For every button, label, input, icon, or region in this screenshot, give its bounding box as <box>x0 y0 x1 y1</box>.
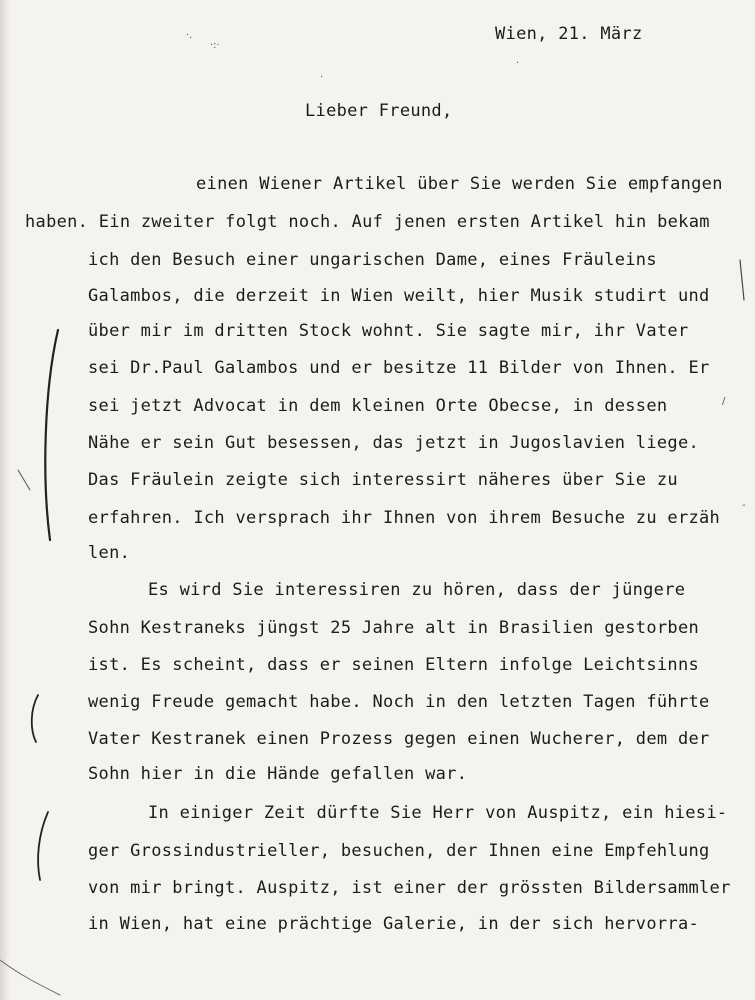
letter-date: Wien, 21. März <box>495 24 643 44</box>
text-line: ist. Es scheint, dass er seinen Eltern infolge Leichtsinns <box>88 655 700 675</box>
scan-speck: · <box>320 72 324 83</box>
text-line: Es wird Sie interessiren zu hören, dass der jüngere <box>148 580 686 600</box>
scan-speck: - <box>742 500 746 511</box>
text-line: Galambos, die derzeit in Wien weilt, hier Musik studirt und <box>88 286 710 306</box>
letter-salutation: Lieber Freund, <box>305 101 453 121</box>
text-line: In einiger Zeit dürfte Sie Herr von Auspitz, ein hiesi- <box>148 803 728 823</box>
text-line: erfahren. Ich versprach ihr Ihnen von ihrem Besuche zu erzäh <box>88 508 721 528</box>
text-line: von mir bringt. Auspitz, ist einer der grössten Bildersammler <box>88 878 731 898</box>
text-line: einen Wiener Artikel über Sie werden Sie empfangen <box>196 174 723 194</box>
text-line: Sohn hier in die Hände gefallen war. <box>88 764 468 784</box>
text-line: Sohn Kestraneks jüngst 25 Jahre alt in Brasilien gestorben <box>88 618 700 638</box>
text-line: Vater Kestranek einen Prozess gegen einen Wucherer, dem der <box>88 729 710 749</box>
text-line: haben. Ein zweiter folgt noch. Auf jenen ersten Artikel hin bekam <box>25 212 710 232</box>
text-line: Nähe er sein Gut besessen, das jetzt in Jugoslavien liege. <box>88 433 700 453</box>
scan-speck: · <box>516 58 520 69</box>
text-line: sei Dr.Paul Galambos und er besitze 11 Bilder von Ihnen. Er <box>88 358 710 378</box>
text-line: Das Fräulein zeigte sich interessirt näheres über Sie zu <box>88 470 678 490</box>
text-line: ich den Besuch einer ungarischen Dame, eines Fräuleins <box>88 250 657 270</box>
scan-speck: ·:· <box>210 40 220 51</box>
text-line: ger Grossindustrieller, besuchen, der Ihnen eine Empfehlung <box>88 841 710 861</box>
text-line: wenig Freude gemacht habe. Noch in den letzten Tagen führte <box>88 692 710 712</box>
text-line: len. <box>88 543 131 563</box>
scan-speck: ·. <box>186 30 193 41</box>
text-line: über mir im dritten Stock wohnt. Sie sagte mir, ihr Vater <box>88 321 689 341</box>
text-line: sei jetzt Advocat in dem kleinen Orte Obecse, in dessen <box>88 396 668 416</box>
scan-speck: / <box>722 396 726 407</box>
text-line: in Wien, hat eine prächtige Galerie, in der sich hervorra- <box>88 914 700 934</box>
